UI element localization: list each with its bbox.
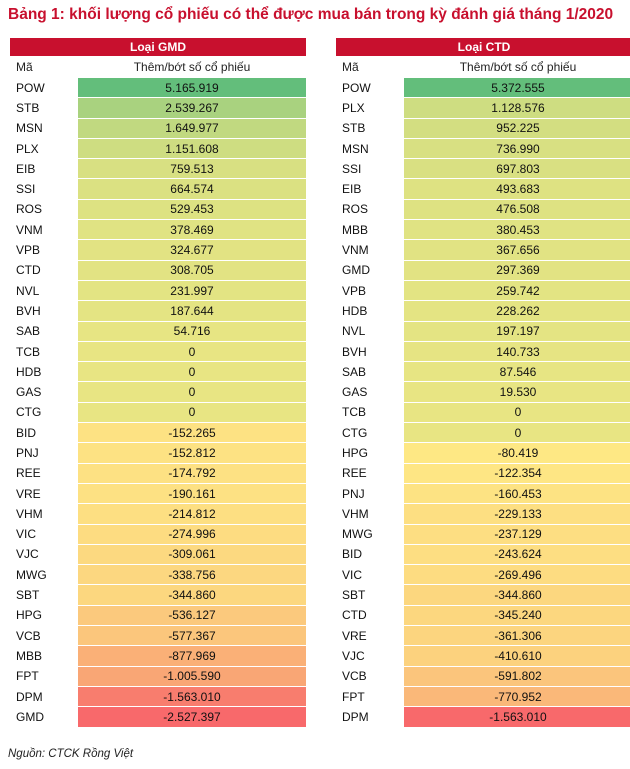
table-row <box>336 484 630 504</box>
stock-code: SAB <box>10 322 78 341</box>
share-change-value: -214.812 <box>78 504 306 523</box>
share-change-value: 664.574 <box>78 179 306 198</box>
table-row <box>336 362 630 382</box>
share-change-value: 0 <box>78 342 306 361</box>
stock-code: CTD <box>336 606 404 625</box>
table-row <box>336 78 630 98</box>
table-row <box>10 606 306 626</box>
share-change-value: 380.453 <box>404 220 630 239</box>
share-change-value: 5.372.555 <box>404 78 630 97</box>
share-change-value: 367.656 <box>404 240 630 259</box>
table-row <box>10 504 306 524</box>
share-change-value: 736.990 <box>404 139 630 158</box>
table-row <box>336 98 630 118</box>
panel-header: Loại GMD <box>10 38 306 56</box>
table-row <box>10 585 306 605</box>
table-row <box>10 382 306 402</box>
table-row <box>336 119 630 139</box>
stock-code: VPB <box>336 281 404 300</box>
share-change-value: -1.563.010 <box>404 707 630 726</box>
share-change-value: 187.644 <box>78 301 306 320</box>
stock-code: VIC <box>10 525 78 544</box>
share-change-value: -536.127 <box>78 606 306 625</box>
table-row <box>336 626 630 646</box>
share-change-value: 197.197 <box>404 322 630 341</box>
stock-code: EIB <box>10 159 78 178</box>
table-row <box>10 322 306 342</box>
share-change-value: -1.005.590 <box>78 667 306 686</box>
table-row <box>10 464 306 484</box>
share-change-value: 324.677 <box>78 240 306 259</box>
table-row <box>10 362 306 382</box>
share-change-value: 1.649.977 <box>78 119 306 138</box>
stock-code: BID <box>336 545 404 564</box>
stock-code: DPM <box>10 687 78 706</box>
stock-code: HPG <box>10 606 78 625</box>
table-row <box>336 159 630 179</box>
stock-code: MSN <box>336 139 404 158</box>
share-change-value: 1.128.576 <box>404 98 630 117</box>
column-header-value: Thêm/bớt số cổ phiếu <box>133 60 251 74</box>
column-header-value: Thêm/bớt số cổ phiếu <box>459 60 577 74</box>
stock-code: HDB <box>10 362 78 381</box>
share-change-value: -160.453 <box>404 484 630 503</box>
stock-code: GMD <box>10 707 78 726</box>
share-change-value: -243.624 <box>404 545 630 564</box>
stock-code: SBT <box>10 585 78 604</box>
table-row <box>10 646 306 666</box>
table-row <box>336 585 630 605</box>
share-change-value: 529.453 <box>78 200 306 219</box>
stock-code: HDB <box>336 301 404 320</box>
share-change-value: -269.496 <box>404 565 630 584</box>
stock-code: SSI <box>336 159 404 178</box>
table-row <box>10 626 306 646</box>
column-header-code: Mã <box>342 60 359 74</box>
table-row <box>10 281 306 301</box>
table-row <box>10 220 306 240</box>
table-row <box>10 565 306 585</box>
table-row <box>336 545 630 565</box>
share-change-value: -344.860 <box>78 585 306 604</box>
stock-code: POW <box>336 78 404 97</box>
table-row <box>10 179 306 199</box>
table-row <box>336 179 630 199</box>
table-row <box>10 342 306 362</box>
table-row <box>10 443 306 463</box>
stock-code: VPB <box>10 240 78 259</box>
table-row <box>10 707 306 727</box>
stock-code: STB <box>10 98 78 117</box>
share-change-value: 228.262 <box>404 301 630 320</box>
stock-code: HPG <box>336 443 404 462</box>
share-change-value: 308.705 <box>78 261 306 280</box>
stock-code: MBB <box>336 220 404 239</box>
stock-code: GMD <box>336 261 404 280</box>
share-change-value: 697.803 <box>404 159 630 178</box>
table-row <box>336 504 630 524</box>
share-change-value: 0 <box>404 403 630 422</box>
table-row <box>336 261 630 281</box>
stock-code: MSN <box>10 119 78 138</box>
share-change-value: -174.792 <box>78 464 306 483</box>
stock-code: VJC <box>10 545 78 564</box>
table-row <box>336 525 630 545</box>
stock-code: ROS <box>10 200 78 219</box>
stock-code: BVH <box>336 342 404 361</box>
share-change-value: 0 <box>78 362 306 381</box>
source-note: Nguồn: CTCK Rồng Việt <box>8 748 134 760</box>
stock-code: NVL <box>336 322 404 341</box>
share-change-value: -361.306 <box>404 626 630 645</box>
stock-code: MWG <box>10 565 78 584</box>
share-change-value: -152.265 <box>78 423 306 442</box>
share-change-value: 140.733 <box>404 342 630 361</box>
share-change-value: -309.061 <box>78 545 306 564</box>
share-change-value: 759.513 <box>78 159 306 178</box>
share-change-value: 54.716 <box>78 322 306 341</box>
table-row <box>10 525 306 545</box>
table-row <box>336 565 630 585</box>
stock-code: TCB <box>10 342 78 361</box>
stock-code: SAB <box>336 362 404 381</box>
panel-gmd <box>10 38 306 728</box>
table-row <box>336 220 630 240</box>
share-change-value: 1.151.608 <box>78 139 306 158</box>
share-change-value: -770.952 <box>404 687 630 706</box>
table-row <box>10 403 306 423</box>
table-row <box>336 322 630 342</box>
share-change-value: -237.129 <box>404 525 630 544</box>
table-row <box>10 240 306 260</box>
stock-code: PLX <box>10 139 78 158</box>
table-row <box>336 200 630 220</box>
stock-code: CTG <box>10 403 78 422</box>
share-change-value: 0 <box>78 403 306 422</box>
stock-code: VNM <box>336 240 404 259</box>
share-change-value: -344.860 <box>404 585 630 604</box>
stock-code: NVL <box>10 281 78 300</box>
table-row <box>336 707 630 727</box>
stock-code: ROS <box>336 200 404 219</box>
stock-code: FPT <box>10 667 78 686</box>
stock-code: REE <box>10 464 78 483</box>
share-change-value: 259.742 <box>404 281 630 300</box>
stock-code: STB <box>336 119 404 138</box>
table-row <box>336 464 630 484</box>
table-title: Bảng 1: khối lượng cổ phiếu có thể được mua bán trong kỳ đánh giá tháng 1/2020 <box>8 6 614 23</box>
table-row <box>336 403 630 423</box>
table-row <box>336 240 630 260</box>
share-change-value: -1.563.010 <box>78 687 306 706</box>
stock-code: PNJ <box>10 443 78 462</box>
stock-code: BID <box>10 423 78 442</box>
stock-code: MWG <box>336 525 404 544</box>
share-change-value: 378.469 <box>78 220 306 239</box>
table-row <box>336 667 630 687</box>
share-change-value: -338.756 <box>78 565 306 584</box>
stock-code: TCB <box>336 403 404 422</box>
share-change-value: -345.240 <box>404 606 630 625</box>
table-row <box>10 423 306 443</box>
table-row <box>336 443 630 463</box>
share-change-value: 297.369 <box>404 261 630 280</box>
stock-code: PNJ <box>336 484 404 503</box>
table-row <box>336 382 630 402</box>
share-change-value: -122.354 <box>404 464 630 483</box>
share-change-value: 19.530 <box>404 382 630 401</box>
share-change-value: -190.161 <box>78 484 306 503</box>
share-change-value: 0 <box>78 382 306 401</box>
share-change-value: -2.527.397 <box>78 707 306 726</box>
table-row <box>10 687 306 707</box>
stock-code: VHM <box>336 504 404 523</box>
table-row <box>336 423 630 443</box>
table-row <box>336 342 630 362</box>
share-change-value: 5.165.919 <box>78 78 306 97</box>
table-row <box>10 301 306 321</box>
stock-code: VJC <box>336 646 404 665</box>
share-change-value: 476.508 <box>404 200 630 219</box>
table-row <box>336 687 630 707</box>
table-row <box>10 261 306 281</box>
stock-code: REE <box>336 464 404 483</box>
share-change-value: -152.812 <box>78 443 306 462</box>
panel-rows <box>336 78 630 728</box>
share-change-value: -229.133 <box>404 504 630 523</box>
share-change-value: 952.225 <box>404 119 630 138</box>
table-row <box>10 98 306 118</box>
table-row <box>10 484 306 504</box>
share-change-value: 493.683 <box>404 179 630 198</box>
stock-code: FPT <box>336 687 404 706</box>
table-row <box>10 159 306 179</box>
column-header-row <box>336 56 630 78</box>
panel-rows <box>10 78 306 728</box>
share-change-value: 231.997 <box>78 281 306 300</box>
share-change-value: -274.996 <box>78 525 306 544</box>
stock-code: DPM <box>336 707 404 726</box>
stock-code: BVH <box>10 301 78 320</box>
stock-code: EIB <box>336 179 404 198</box>
stock-code: CTD <box>10 261 78 280</box>
table-row <box>10 139 306 159</box>
stock-code: POW <box>10 78 78 97</box>
table-row <box>10 119 306 139</box>
share-change-value: 2.539.267 <box>78 98 306 117</box>
share-change-value: -577.367 <box>78 626 306 645</box>
table-row <box>10 200 306 220</box>
stock-code: SSI <box>10 179 78 198</box>
column-header-code: Mã <box>16 60 33 74</box>
share-change-value: 87.546 <box>404 362 630 381</box>
table-row <box>336 139 630 159</box>
table-row <box>10 78 306 98</box>
stock-code: VIC <box>336 565 404 584</box>
panel-header: Loại CTD <box>336 38 630 56</box>
table-row <box>10 667 306 687</box>
share-change-value: -877.969 <box>78 646 306 665</box>
stock-code: VCB <box>10 626 78 645</box>
stock-code: VHM <box>10 504 78 523</box>
stock-code: GAS <box>10 382 78 401</box>
stock-code: GAS <box>336 382 404 401</box>
stock-code: SBT <box>336 585 404 604</box>
stock-code: VRE <box>336 626 404 645</box>
stock-code: VRE <box>10 484 78 503</box>
share-change-value: -80.419 <box>404 443 630 462</box>
column-header-row <box>10 56 306 78</box>
stock-code: VCB <box>336 667 404 686</box>
panel-ctd <box>336 38 630 728</box>
stock-code: PLX <box>336 98 404 117</box>
table-row <box>336 281 630 301</box>
stock-code: MBB <box>10 646 78 665</box>
share-change-value: -410.610 <box>404 646 630 665</box>
table-row <box>336 646 630 666</box>
share-change-value: -591.802 <box>404 667 630 686</box>
stock-code: CTG <box>336 423 404 442</box>
table-row <box>10 545 306 565</box>
share-change-value: 0 <box>404 423 630 442</box>
stock-code: VNM <box>10 220 78 239</box>
table-row <box>336 301 630 321</box>
table-row <box>336 606 630 626</box>
